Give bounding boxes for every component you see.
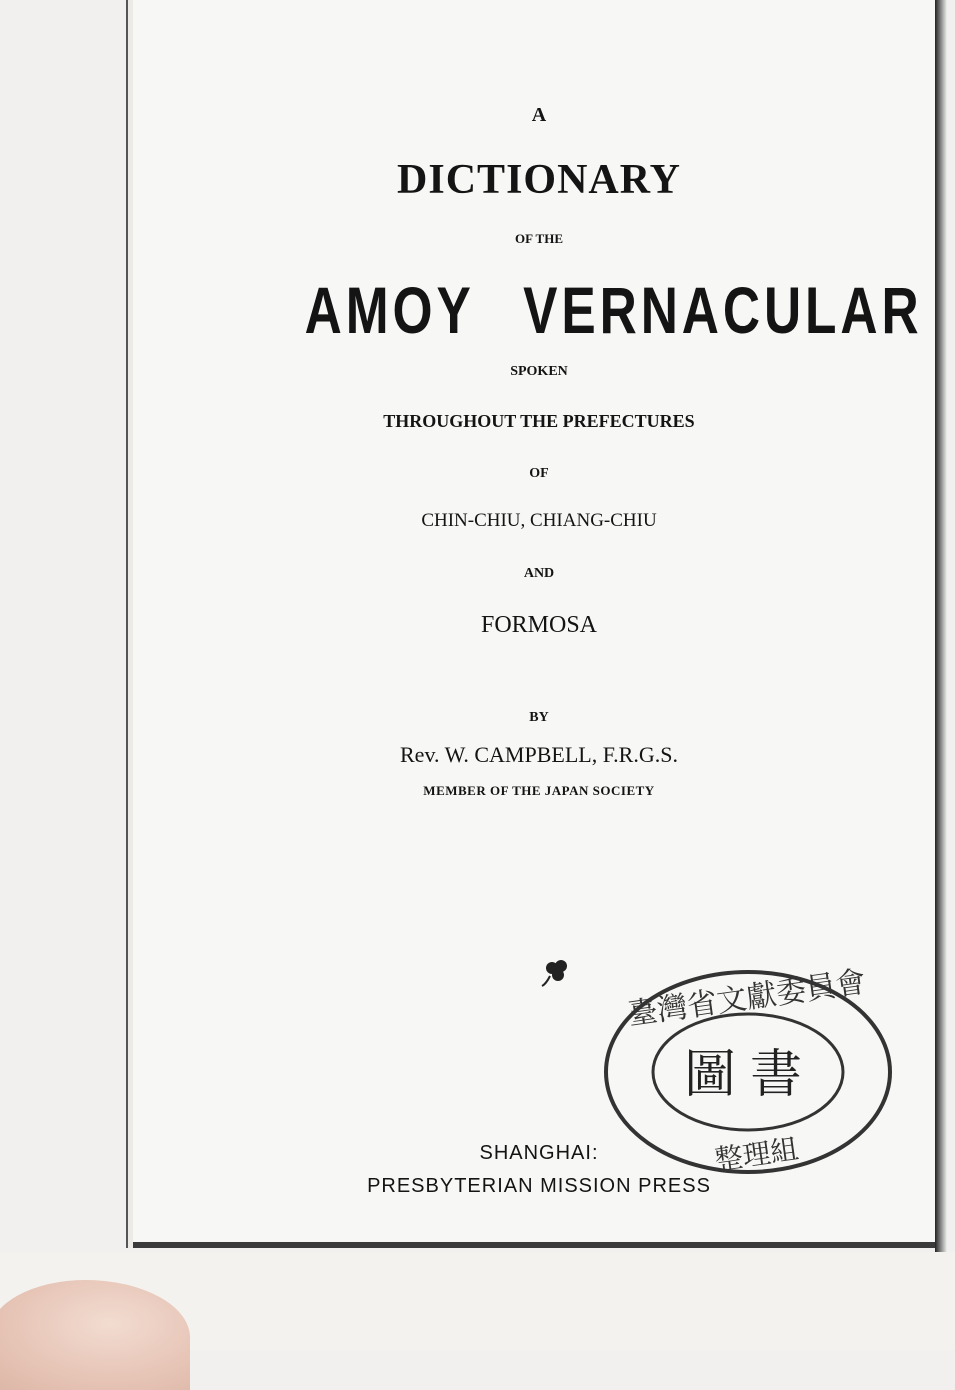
title-amoy-vernacular: AMOY VERNACULAR: [304, 273, 923, 347]
author-name: Rev. W. CAMPBELL, F.R.G.S.: [400, 742, 678, 767]
title-dictionary: DICTIONARY: [397, 157, 681, 203]
title-article: A: [531, 104, 547, 126]
subtitle-throughout: THROUGHOUT THE PREFECTURES: [383, 411, 695, 431]
subtitle-of: OF: [529, 466, 549, 481]
printer-ornament-icon: [536, 954, 576, 994]
subtitle-and: AND: [523, 566, 555, 581]
author-affiliation: MEMBER OF THE JAPAN SOCIETY: [423, 783, 655, 798]
subtitle-spoken: SPOKEN: [510, 364, 568, 379]
subtitle-formosa: FORMOSA: [480, 612, 598, 638]
stamp-bottom-text: 整理組: [712, 1132, 801, 1177]
byline-by: BY: [529, 710, 549, 725]
subtitle-places: CHIN-CHIU, CHIANG-CHIU: [421, 510, 657, 531]
stamp-center-text: 圖書: [683, 1045, 817, 1105]
title-of-the: OF THE: [514, 231, 564, 246]
imprint-city: SHANGHAI:: [479, 1142, 599, 1164]
imprint-publisher: PRESBYTERIAN MISSION PRESS: [367, 1175, 711, 1197]
stamp-arc-text: 臺灣省文獻委員會: [625, 964, 868, 1033]
